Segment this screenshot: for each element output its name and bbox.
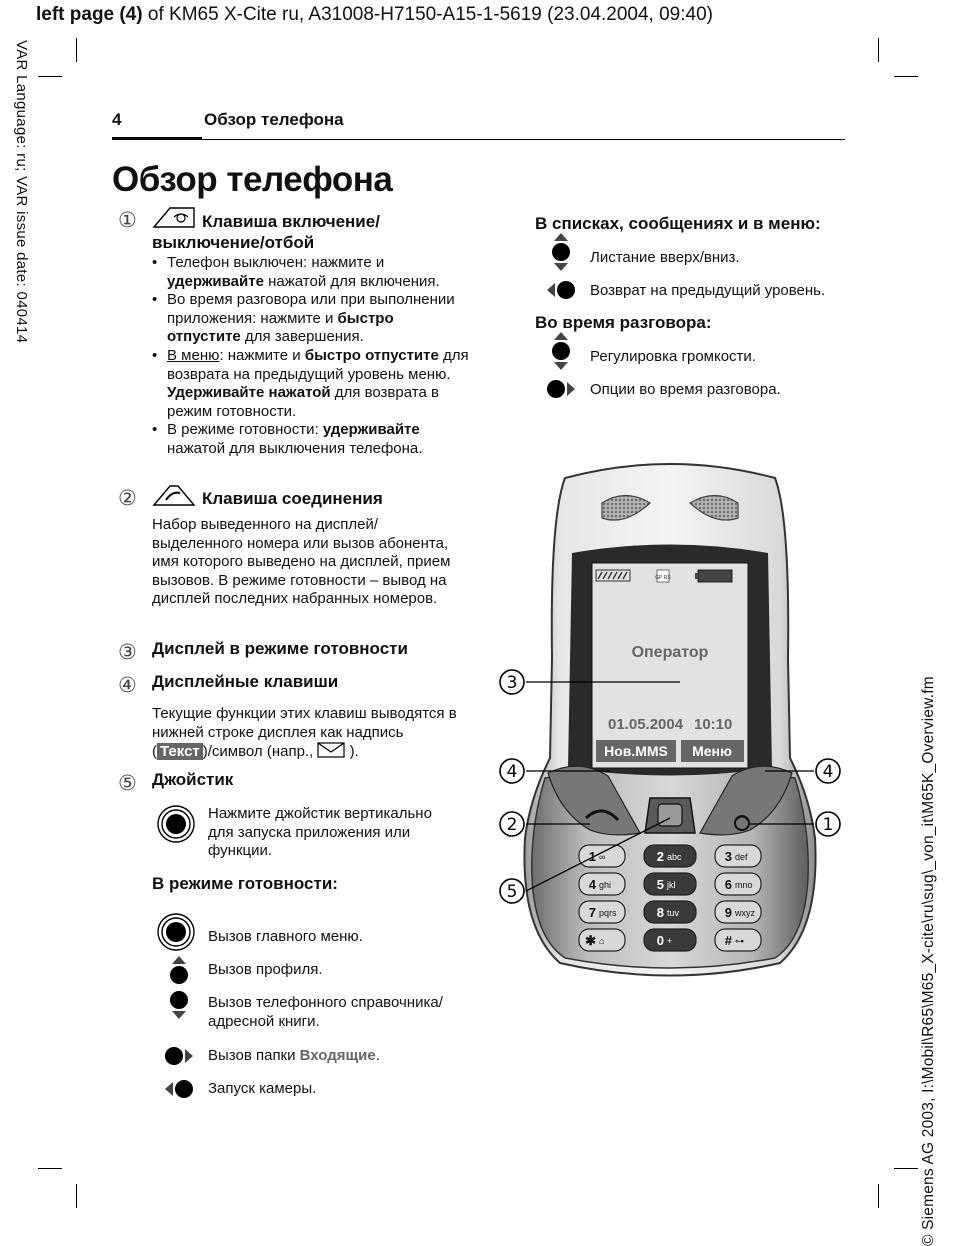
list-item: • Телефон выключен: нажмите и удерживайте нажатой для включения. [152,254,470,291]
display-time: 10:10 [694,716,733,733]
item-number: ① [118,208,137,232]
soft-key-right-label: Меню [692,743,732,759]
standby-item-camera: Запуск камеры. [208,1080,317,1097]
document-header-line: left page (4) of KM65 X-Cite ru, A31008-H7150-A15-1-5619 (23.04.2004, 09:40) [36,4,713,25]
joystick-press-icon [156,912,196,952]
keypad-key-letters: ⌂ [599,936,605,946]
call-key-description: Набор выведенного на дисплей/выделенного номера или вызов абонента, имя которого выведено на дисплей, прием вызовов. В режиме готовности – вывод на дисплей последних набранных номеров. [152,516,451,608]
keypad-key-digit: 0 [656,933,664,948]
standby-item-profiles: Вызов профиля. [208,961,323,978]
callout-label: 4 [506,762,518,782]
joystick-right-icon [545,378,577,400]
keypad-key-digit: 4 [588,877,596,892]
end-key-icon [152,205,196,229]
keypad-key-letters: wxyz [735,908,755,918]
section-title-call-key: Клавиша соединения [202,489,383,508]
keypad-key-12 [715,929,761,951]
crop-mark [38,76,62,77]
keypad-key-letters: def [735,852,748,862]
crop-mark [894,1168,918,1169]
keypad-key-letters: abc [667,852,682,862]
envelope-icon [317,742,345,758]
keypad-key-letters: tuv [667,908,680,918]
crop-mark [878,1184,879,1208]
keypad-key-digit: 9 [724,905,732,920]
keypad-key-10 [579,929,625,951]
header-rule [112,139,845,140]
keypad-key-8 [644,901,696,923]
keypad-key-digit: 7 [588,905,596,920]
joystick-left-icon [545,279,577,301]
callout-label: 1 [822,815,834,835]
keypad-key-2 [644,845,696,867]
keypad-key-digit: 6 [724,877,732,892]
crop-mark [76,1184,77,1208]
list-item: • Во время разговора или при выполнении приложения: нажмите и быстро отпустите для завершения. [152,291,470,347]
keypad-key-digit: 1 [588,849,596,864]
callout-4 [500,812,524,836]
joystick-up-down-icon [550,331,572,371]
keypad-key-7 [579,901,625,923]
page-number: 4 [112,110,122,129]
callout-label: 3 [506,673,518,693]
item-number: ② [118,486,137,510]
keypad-key-5 [644,873,696,895]
crop-mark [878,38,879,62]
list-item: • В режиме готовности: удерживайте нажатой для выключения телефона. [152,421,470,458]
callout-2 [500,759,524,783]
keypad-key-letters: pqrs [599,908,617,918]
joystick-up-down-icon [550,232,572,272]
operator-label: Оператор [631,644,709,661]
lists-back-text: Возврат на предыдущий уровень. [590,282,826,299]
section-title-soft-keys: Дисплейные клавиши [152,672,339,691]
during-call-title: Во время разговора: [535,313,712,332]
standby-item-phonebook: Вызов телефонного справочника/адресной книги. [208,994,443,1030]
callout-6 [500,879,524,903]
keypad-key-1 [579,845,625,867]
page-title: Обзор телефона [112,160,393,199]
joystick-press-text: Нажмите джойстик вертикально для запуска приложения или функции. [208,805,432,860]
left-margin-note: VAR Language: ru; VAR issue date: 040414 [13,40,30,344]
callout-1 [500,670,524,694]
standby-item-inbox: Вызов папки Входящие. [208,1047,380,1064]
standby-item-main-menu: Вызов главного меню. [208,928,363,945]
item-number: ③ [118,640,137,664]
call-key-icon [152,483,196,507]
keypad-key-letters: mno [735,880,753,890]
keypad-key-digit: 3 [724,849,732,864]
keypad-key-9 [715,901,761,923]
joystick-down-icon [168,990,190,1020]
keypad-key-letters: + [667,936,673,946]
soft-key-left-label: Нов.MMS [604,743,668,759]
keypad-key-6 [715,873,761,895]
crop-mark [76,38,77,62]
keypad-key-11 [644,929,696,951]
call-volume-text: Регулировка громкости. [590,348,756,365]
joystick-up-icon [168,955,190,985]
crop-mark [894,76,918,77]
item-number: ⑤ [118,771,137,795]
crop-mark [38,1168,62,1169]
keypad-key-digit: ✱ [585,933,596,948]
gprs-label: GP RS [655,575,671,581]
section-title-joystick: Джойстик [152,770,234,789]
keypad-key-letters: ⊶ [735,936,744,946]
call-options-text: Опции во время разговора. [590,381,781,398]
keypad-key-letters: ghi [599,880,612,890]
power-key-list [152,254,470,459]
keypad-key-3 [715,845,761,867]
display-date: 01.05.2004 [608,716,684,733]
display-screen [592,563,748,768]
right-margin-note: © Siemens AG 2003, I:\Mobil\R65\M65_X-cite\ru\sug\_von_it\M65K_Overview.fm [920,676,937,1246]
joystick-right-icon [163,1045,195,1067]
lists-scroll-text: Листание вверх/вниз. [590,249,740,266]
callout-label: 4 [822,762,834,782]
keypad-key-letters: ∞ [599,852,606,862]
phone-illustration [490,458,850,983]
section-title-power-cont: выключение/отбой [152,233,315,252]
standby-title: В режиме готовности: [152,874,338,893]
joystick-left-icon [163,1078,195,1100]
keypad-key-digit: 2 [656,849,664,864]
lists-title: В списках, сообщениях и в меню: [535,214,821,233]
callout-label: 2 [506,815,518,835]
section-title-display: Дисплей в режиме готовности [152,639,408,658]
callout-3 [816,759,840,783]
battery-icon [695,570,732,582]
keypad-key-digit: 8 [656,905,664,920]
keypad-key-letters: jkl [667,880,676,890]
keypad-key-4 [579,873,625,895]
keypad-key-digit: 5 [656,877,664,892]
running-title: Обзор телефона [204,110,344,129]
callout-5 [816,812,840,836]
joystick-press-icon [156,804,196,844]
soft-keys-description: Текущие функции этих клавиш выводятся в нижней строке дисплея как надпись ( Текст )/символ (напр., ). [152,705,457,761]
section-title-power: Клавиша включение/ [202,212,380,231]
keypad-key-digit: # [724,933,732,948]
callout-label: 5 [506,882,518,902]
list-item: • В меню: нажмите и быстро отпустите для возврата на предыдущий уровень меню. Удерживайте нажатой для возврата в режим готовности. [152,347,470,421]
item-number: ④ [118,673,137,697]
